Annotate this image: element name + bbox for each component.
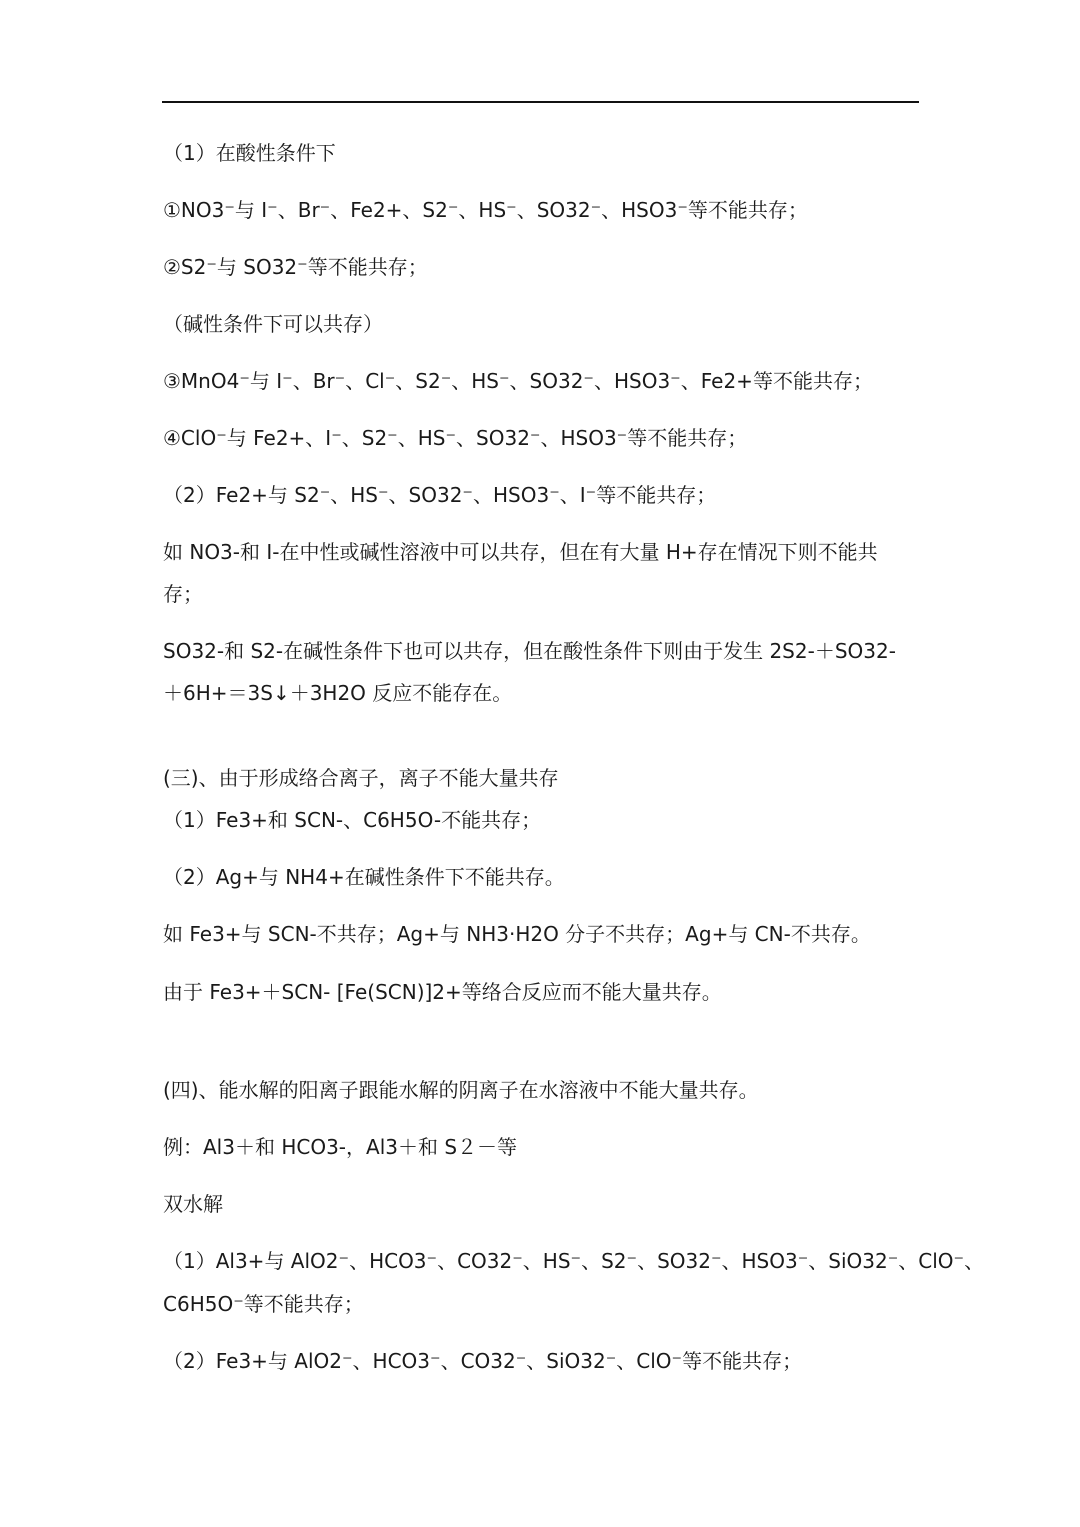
- text-line: （1）Fe3+和 SCN-、C6H5O-不能共存；: [163, 808, 542, 832]
- section-heading: (四)、能水解的阳离子跟能水解的阴离子在水溶液中不能大量共存。: [163, 1078, 759, 1102]
- text-line: （碱性条件下可以共存）: [163, 312, 383, 336]
- text-line: 如 Fe3+与 SCN-不共存；Ag+与 NH3·H2O 分子不共存；Ag+与 CN-不共存。: [163, 922, 871, 946]
- text-line: ③MnO4⁻与 I⁻、Br⁻、Cl⁻、S2⁻、HS⁻、SO32⁻、HSO3⁻、Fe2+等不能共存；: [163, 369, 873, 393]
- text-line: （1）在酸性条件下: [163, 141, 336, 165]
- text-line: 存；: [163, 582, 203, 606]
- text-line: ④ClO⁻与 Fe2+、I⁻、S2⁻、HS⁻、SO32⁻、HSO3⁻等不能共存；: [163, 426, 748, 450]
- text-line: SO32-和 S2-在碱性条件下也可以共存，但在酸性条件下则由于发生 2S2-＋SO32-: [163, 639, 896, 663]
- text-line: C6H5O⁻等不能共存；: [163, 1292, 364, 1316]
- text-line: 例：Al3＋和 HCO3-，Al3＋和 S２－等: [163, 1135, 518, 1159]
- section-heading: (三)、由于形成络合离子，离子不能大量共存: [163, 766, 559, 790]
- text-line: ②S2⁻与 SO32⁻等不能共存；: [163, 255, 428, 279]
- text-line: ①NO3⁻与 I⁻、Br⁻、Fe2+、S2⁻、HS⁻、SO32⁻、HSO3⁻等不能共存；: [163, 198, 808, 222]
- text-line: （2）Ag+与 NH4+在碱性条件下不能共存。: [163, 865, 565, 889]
- text-line: （2）Fe3+与 AlO2⁻、HCO3⁻、CO32⁻、SiO32⁻、ClO⁻等不能共存；: [163, 1349, 803, 1373]
- text-line: （1）Al3+与 AlO2⁻、HCO3⁻、CO32⁻、HS⁻、S2⁻、SO32⁻、HSO3⁻、SiO32⁻、ClO⁻、: [163, 1249, 985, 1273]
- text-line: 由于 Fe3+＋SCN- [Fe(SCN)]2+等络合反应而不能大量共存。: [163, 980, 722, 1004]
- text-line: 如 NO3-和 I-在中性或碱性溶液中可以共存，但在有大量 H+存在情况下则不能共: [163, 540, 878, 564]
- text-line: ＋6H+＝3S↓＋3H2O 反应不能存在。: [163, 681, 513, 705]
- text-line: （2）Fe2+与 S2⁻、HS⁻、SO32⁻、HSO3⁻、I⁻等不能共存；: [163, 483, 717, 507]
- header-rule: [162, 101, 919, 103]
- text-line: 双水解: [163, 1192, 223, 1216]
